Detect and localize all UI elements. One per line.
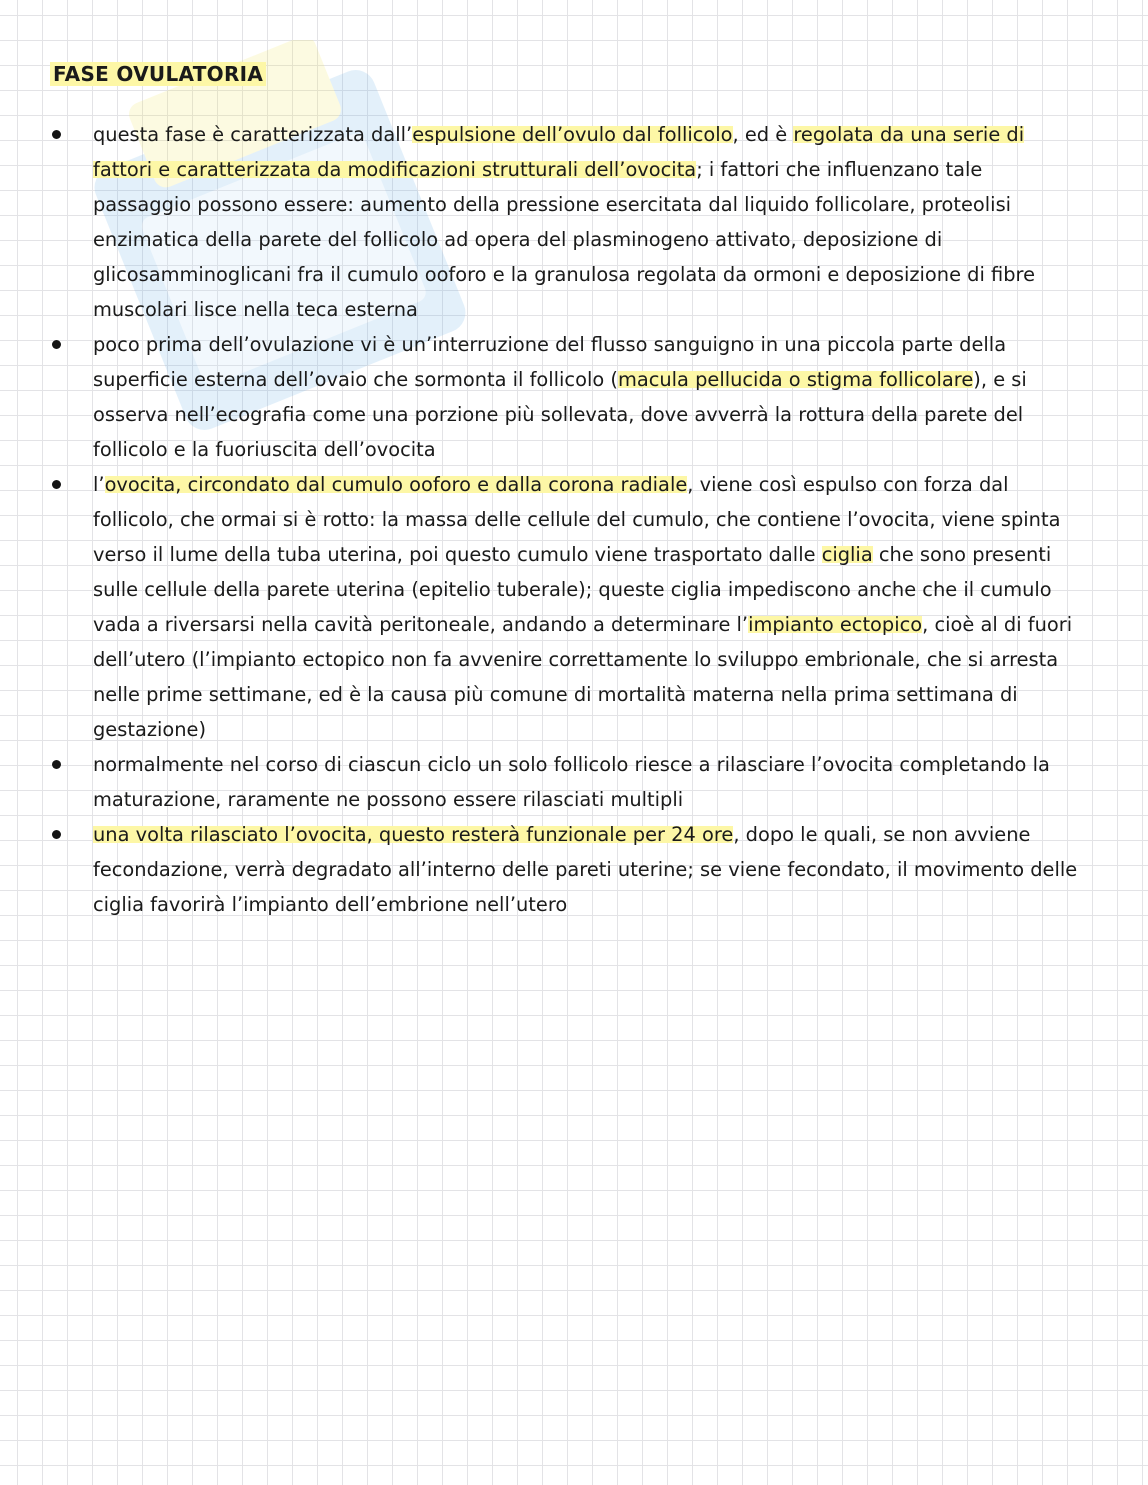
bullet-dot-icon — [52, 130, 61, 139]
text-segment: che sono presenti sulle cellule della parete uterina (epitelio tuberale); queste ciglia impediscono anche che il cumulo vada a riversarsi nella cavità peritoneale, andando a determinare l’ — [93, 543, 1052, 636]
bullet-list — [40, 117, 1080, 922]
text-segment: normalmente nel corso di ciascun ciclo un solo follicolo riesce a rilasciare l’ovocita completando la maturazione, raramente ne possono essere rilasciati multipli — [93, 753, 1050, 811]
bullet-dot-icon — [52, 830, 61, 839]
text-segment: , ed è — [732, 123, 794, 146]
highlighted-text: ovocita, circondato dal cumulo ooforo e dalla corona radiale — [104, 473, 688, 496]
highlighted-text: regolata da una serie di fattori e caratterizzata da modificazioni strutturali dell’ovocita — [93, 123, 1025, 181]
list-item — [40, 467, 1080, 747]
bullet-dot-icon — [52, 480, 61, 489]
text-segment: poco prima dell’ovulazione vi è un’interruzione del flusso sanguigno in una piccola parte della superficie esterna dell’ovaio che sormonta il follicolo ( — [93, 333, 1007, 391]
highlighted-text: espulsione dell’ovulo dal follicolo — [412, 123, 733, 146]
text-segment: l’ — [93, 473, 105, 496]
text-segment: , dopo le quali, se non avviene fecondazione, verrà degradato all’interno delle pareti uterine; se viene fecondato, il movimento delle ciglia favorirà l’impianto dell’embrione nell’utero — [93, 823, 1078, 916]
bullet-dot-icon — [52, 760, 61, 769]
text-segment: ; i fattori che influenzano tale passaggio possono essere: aumento della pressione esercitata dal liquido follicolare, proteolisi enzimatica della parete del follicolo ad opera del plasminogeno attivato, deposizione di glicosamminoglicani fra il cumulo ooforo e la granulosa regolata da ormoni e deposizione di fibre muscolari lisce nella teca esterna — [93, 158, 1036, 321]
list-item — [40, 747, 1080, 817]
list-item — [40, 817, 1080, 922]
text-segment: , cioè al di fuori dell’utero (l’impianto ectopico non fa avvenire correttamente lo sviluppo embrionale, che si arresta nelle prime settimane, ed è la causa più comune di mortalità materna nella prima settimana di gestazione) — [93, 613, 1073, 741]
list-item — [40, 327, 1080, 467]
text-segment: ), e si osserva nell’ecografia come una porzione più sollevata, dove avverrà la rottura della parete del follicolo e la fuoriuscita dell’ovocita — [93, 368, 1027, 461]
text-segment: questa fase è caratterizzata dall’ — [93, 123, 413, 146]
list-item — [40, 117, 1080, 327]
text-segment: , viene così espulso con forza dal follicolo, che ormai si è rotto: la massa delle cellule del cumulo, che contiene l’ovocita, viene spinta verso il lume della tuba uterina, poi questo cumulo viene trasportato dalle — [93, 473, 1061, 566]
page-title: FASE OVULATORIA — [50, 60, 266, 88]
bullet-dot-icon — [52, 340, 61, 349]
highlighted-text: impianto ectopico — [748, 613, 923, 636]
highlighted-text: una volta rilasciato l’ovocita, questo resterà funzionale per 24 ore — [93, 823, 734, 846]
highlighted-text: macula pellucida o stigma follicolare — [617, 368, 974, 391]
highlighted-text: ciglia — [821, 543, 873, 566]
